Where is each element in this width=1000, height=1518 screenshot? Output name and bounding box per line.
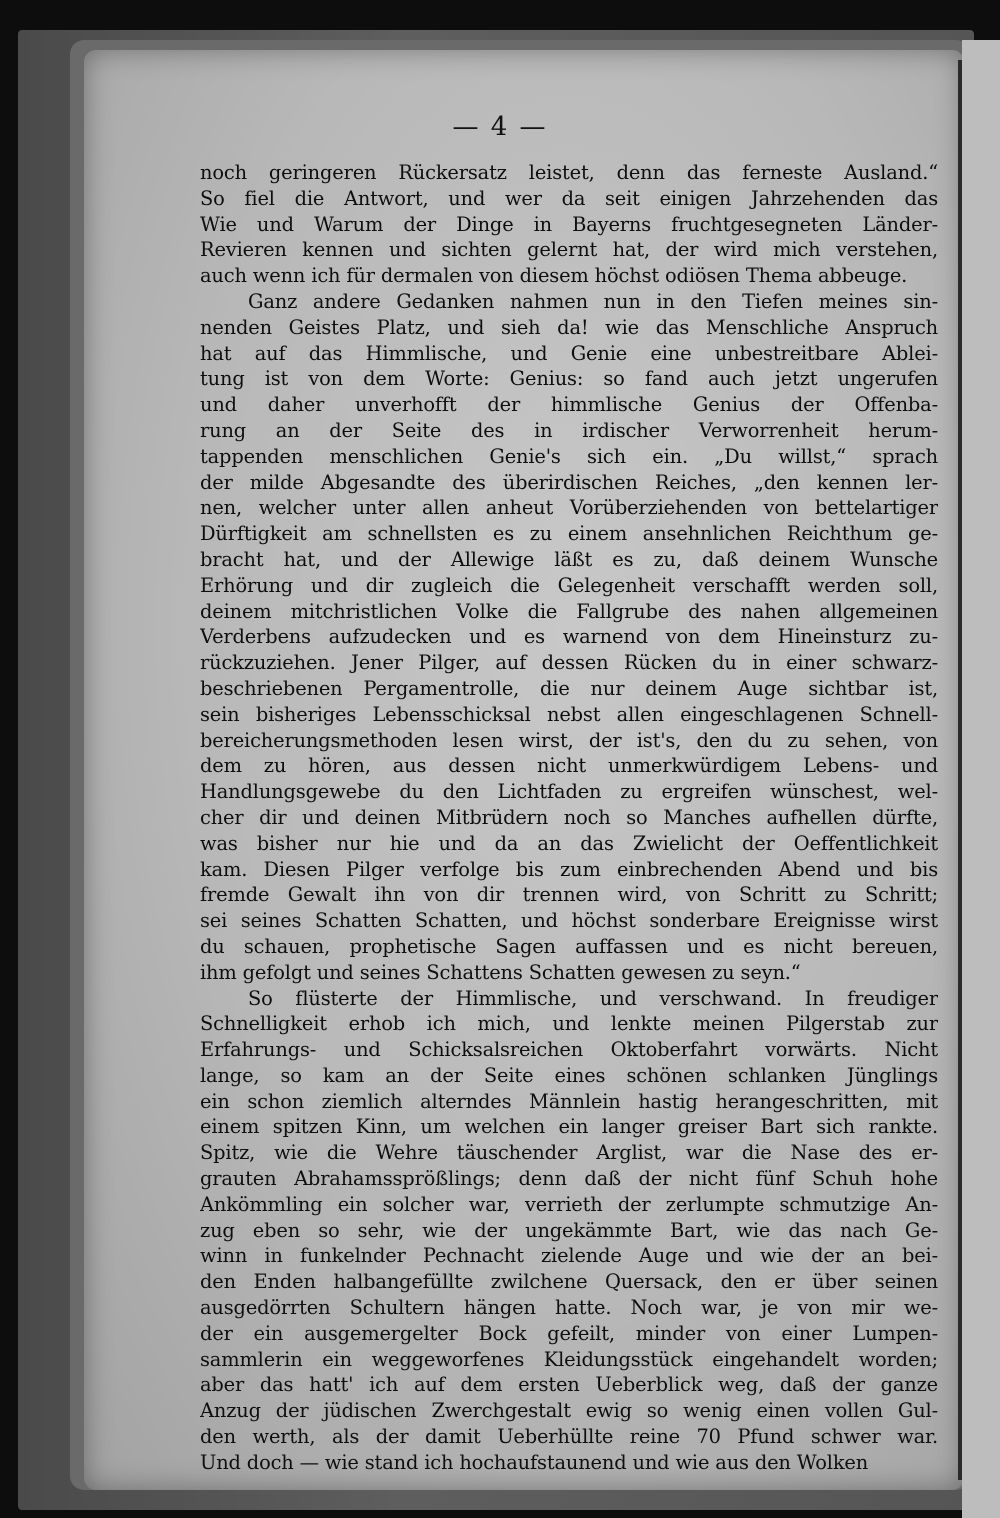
text-line: beschriebenen Pergamentrolle, die nur deinem Auge sichtbar ist, — [200, 676, 938, 700]
text-line: den Enden halbangefüllte zwilchene Quersack, den er über seinen — [200, 1270, 938, 1294]
text-line: Revieren kennen und sichten gelernt hat, der wird mich verstehen, — [200, 238, 938, 262]
text-line: und daher unverhofft der himmlische Genius der Offenba- — [200, 393, 938, 417]
text-line: ausgedörrten Schultern hängen hatte. Noch war, je von mir we- — [200, 1296, 938, 1320]
text-line: Spitz, wie die Wehre täuschender Arglist, war die Nase des er- — [200, 1141, 938, 1165]
text-line: Anzug der jüdischen Zwerchgestalt ewig so wenig einen vollen Gul- — [200, 1399, 938, 1423]
text-line: kam. Diesen Pilger verfolge bis zum einbrechenden Abend und bis — [200, 857, 938, 881]
text-line: Erfahrungs- und Schicksalsreichen Oktoberfahrt vorwärts. Nicht — [200, 1038, 938, 1062]
text-line: einem spitzen Kinn, um welchen ein langer greiser Bart sich rankte. — [200, 1115, 938, 1139]
body-text — [200, 160, 938, 1476]
text-line: Dürftigkeit am schnellsten es zu einem ansehnlichen Reichthum ge- — [200, 522, 938, 546]
text-line: tung ist von dem Worte: Genius: so fand auch jetzt ungerufen — [200, 367, 938, 391]
text-line: grauten Abrahamssprößlings; denn daß der nicht fünf Schuh hohe — [200, 1167, 938, 1191]
text-line: zug eben so sehr, wie der ungekämmte Bart, wie das nach Ge- — [200, 1218, 938, 1242]
text-line: den werth, als der damit Ueberhüllte reine 70 Pfund schwer war. — [200, 1425, 938, 1449]
text-line: noch geringeren Rückersatz leistet, denn das ferneste Ausland.“ — [200, 161, 938, 184]
text-line: was bisher nur hie und da an das Zwielicht der Oeffentlichkeit — [200, 831, 938, 855]
text-line: winn in funkelnder Pechnacht zielende Auge und wie der an bei- — [200, 1244, 938, 1268]
adjacent-page-edge — [962, 40, 1000, 1518]
text-line: sein bisheriges Lebensschicksal nebst allen eingeschlagenen Schnell- — [200, 702, 938, 726]
text-line: ihm gefolgt und seines Schattens Schatten gewesen zu seyn.“ — [200, 960, 801, 984]
text-line: bracht hat, und der Allewige läßt es zu, daß deinem Wunsche — [200, 547, 938, 571]
text-line: deinem mitchristlichen Volke die Fallgrube des nahen allgemeinen — [200, 599, 938, 623]
text-line: dem zu hören, aus dessen nicht unmerkwürdigem Lebens- und — [200, 754, 938, 778]
text-line: der milde Abgesandte des überirdischen Reiches, „den kennen ler- — [200, 470, 938, 494]
text-line: Verderbens aufzudecken und es warnend von dem Hineinsturz zu- — [200, 625, 938, 649]
text-line: rung an der Seite des in irdischer Verworrenheit herum- — [200, 418, 938, 442]
text-line: bereicherungsmethoden lesen wirst, der ist's, den du zu sehen, von — [200, 728, 938, 752]
text-line: Und doch — wie stand ich hochaufstaunend und wie aus den Wolken — [200, 1450, 869, 1474]
text-line: tappenden menschlichen Genie's sich ein. „Du willst,“ sprach — [200, 444, 938, 468]
text-line: fremde Gewalt ihn von dir trennen wird, von Schritt zu Schritt; — [200, 883, 938, 907]
text-line: lange, so kam an der Seite eines schönen schlanken Jünglings — [200, 1063, 938, 1087]
text-line: der ein ausgemergelter Bock gefeilt, minder von einer Lumpen- — [200, 1321, 938, 1345]
text-line: cher dir und deinen Mitbrüdern noch so Manches aufhellen dürfte, — [200, 805, 938, 829]
text-line: Ganz andere Gedanken nahmen nun in den Tiefen meines sin- — [248, 289, 938, 313]
text-line: rückzuziehen. Jener Pilger, auf dessen Rücken du in einer schwarz- — [200, 651, 938, 675]
text-line: Ankömmling ein solcher war, verrieth der zerlumpte schmutzige An- — [200, 1192, 938, 1216]
text-line: nen, welcher unter allen anheut Vorüberziehenden von bettelartiger — [200, 496, 938, 520]
text-line: Schnelligkeit erhob ich mich, und lenkte meinen Pilgerstab zur — [200, 1012, 938, 1036]
text-line: hat auf das Himmlische, und Genie eine unbestreitbare Ablei- — [200, 341, 938, 365]
text-line: sammlerin ein weggeworfenes Kleidungsstück eingehandelt worden; — [200, 1347, 938, 1371]
text-line: So flüsterte der Himmlische, und verschwand. In freudiger — [248, 986, 938, 1010]
text-line: du schauen, prophetische Sagen auffassen und es nicht bereuen, — [200, 934, 938, 958]
text-line: auch wenn ich für dermalen von diesem höchst odiösen Thema abbeuge. — [200, 264, 908, 288]
text-line: nenden Geistes Platz, und sieh da! wie das Menschliche Anspruch — [200, 315, 938, 339]
text-line: Handlungsgewebe du den Lichtfaden zu ergreifen wünschest, wel- — [200, 780, 938, 804]
page-number: — 4 — — [452, 112, 548, 142]
text-line: ein schon ziemlich alterndes Männlein hastig herangeschritten, mit — [200, 1089, 938, 1113]
text-line: So fiel die Antwort, und wer da seit einigen Jahrzehenden das — [200, 186, 938, 210]
text-line: Erhörung und dir zugleich die Gelegenheit verschafft werden soll, — [200, 573, 938, 597]
text-line: Wie und Warum der Dinge in Bayerns fruchtgesegneten Länder- — [200, 212, 938, 236]
text-line: sei seines Schatten Schatten, und höchst sonderbare Ereignisse wirst — [200, 909, 938, 933]
text-line: aber das hatt' ich auf dem ersten Ueberblick weg, daß der ganze — [200, 1373, 938, 1397]
